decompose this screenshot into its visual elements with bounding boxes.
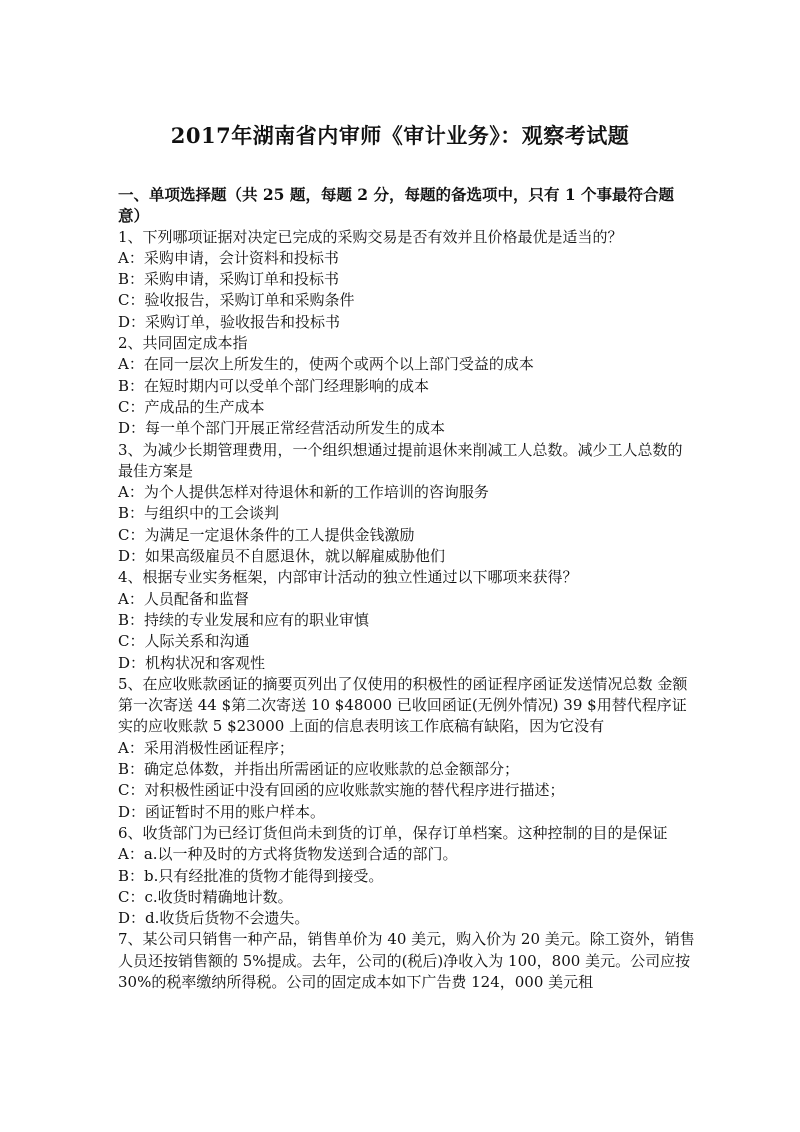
- option-a: A：为个人提供怎样对待退休和新的工作培训的咨询服务: [118, 483, 489, 502]
- option-d: D：如果高级雇员不自愿退休，就以解雇威胁他们: [118, 547, 446, 566]
- option-a: A：人员配备和监督: [118, 589, 249, 608]
- question-stem: 2、共同固定成本指: [118, 334, 248, 353]
- option-a: A：a.以一种及时的方式将货物发送到合适的部门。: [118, 845, 458, 864]
- option-b: B：持续的专业发展和应有的职业审慎: [118, 610, 370, 629]
- option-c: C：验收报告，采购订单和采购条件: [118, 291, 355, 310]
- section-heading: 一、单项选择题（共 25 题，每题 2 分，每题的备选项中，只有 1 个事最符合题意）: [118, 185, 675, 226]
- option-c: C：对积极性函证中没有回函的应收账款实施的替代程序进行描述；: [118, 781, 565, 800]
- question-1: [118, 227, 696, 333]
- question-stem: 3、为减少长期管理费用，一个组织想通过提前退休来削减工人总数。减少工人总数的最佳方案是: [118, 440, 683, 480]
- option-d: D：机构状况和客观性: [118, 653, 266, 672]
- question-stem: 4、根据专业实务框架，内部审计活动的独立性通过以下哪项来获得？: [118, 568, 578, 587]
- question-7: [118, 929, 696, 993]
- option-a: A：采用消极性函证程序；: [118, 738, 294, 757]
- page-title: 2017年湖南省内审师《审计业务》：观察考试题: [170, 123, 630, 148]
- option-c: C：产成品的生产成本: [118, 397, 265, 416]
- question-5: [118, 674, 696, 823]
- option-a: A：采购申请，会计资料和投标书: [118, 248, 339, 267]
- question-2: [118, 333, 696, 439]
- question-stem: 6、收货部门为已经订货但尚未到货的订单，保存订单档案。这种控制的目的是保证: [118, 823, 668, 842]
- question-6: [118, 823, 696, 929]
- question-stem: 7、某公司只销售一种产品，销售单价为 40 美元，购入价为 20 美元。除工资外，销售人员还按销售额的 5%提成。去年，公司的(税后)净收入为 100，800 美元。公司应按 30%的税率缴纳所得税。公司的固定成本如下广告费 124，000 美元租: [118, 930, 695, 991]
- option-d: D：d.收货后货物不会遗失。: [118, 909, 310, 928]
- question-stem: 5、在应收账款函证的摘要页列出了仅使用的积极性的函证程序函证发送情况总数 金额第一次寄送 44 $第二次寄送 10 $48000 已收回函证(无例外情况) 39 $用替代程序证实的应收账款 5 $23000 上面的信息表明该工作底稿有缺陷，因为它没有: [118, 674, 688, 736]
- question-3: [118, 440, 696, 568]
- exam-content: [118, 184, 696, 993]
- option-b: B：确定总体数，并指出所需函证的应收账款的总金额部分；: [118, 760, 520, 779]
- option-b: B：采购申请，采购订单和投标书: [118, 270, 340, 289]
- question-stem: 1、下列哪项证据对决定已完成的采购交易是否有效并且价格最优是适当的？: [118, 227, 623, 246]
- option-d: D：函证暂时不用的账户样本。: [118, 802, 326, 821]
- option-a: A：在同一层次上所发生的，使两个或两个以上部门受益的成本: [118, 355, 534, 374]
- option-c: C：c.收货时精确地计数。: [118, 887, 293, 906]
- option-b: B：与组织中的工会谈判: [118, 504, 280, 523]
- option-d: D：采购订单，验收报告和投标书: [118, 312, 341, 331]
- option-d: D：每一单个部门开展正常经营活动所发生的成本: [118, 419, 446, 438]
- question-4: [118, 567, 696, 673]
- option-b: B：b.只有经批准的货物才能得到接受。: [118, 866, 384, 885]
- option-c: C：人际关系和沟通: [118, 632, 250, 651]
- option-c: C：为满足一定退休条件的工人提供金钱激励: [118, 525, 415, 544]
- option-b: B：在短时期内可以受单个部门经理影响的成本: [118, 376, 430, 395]
